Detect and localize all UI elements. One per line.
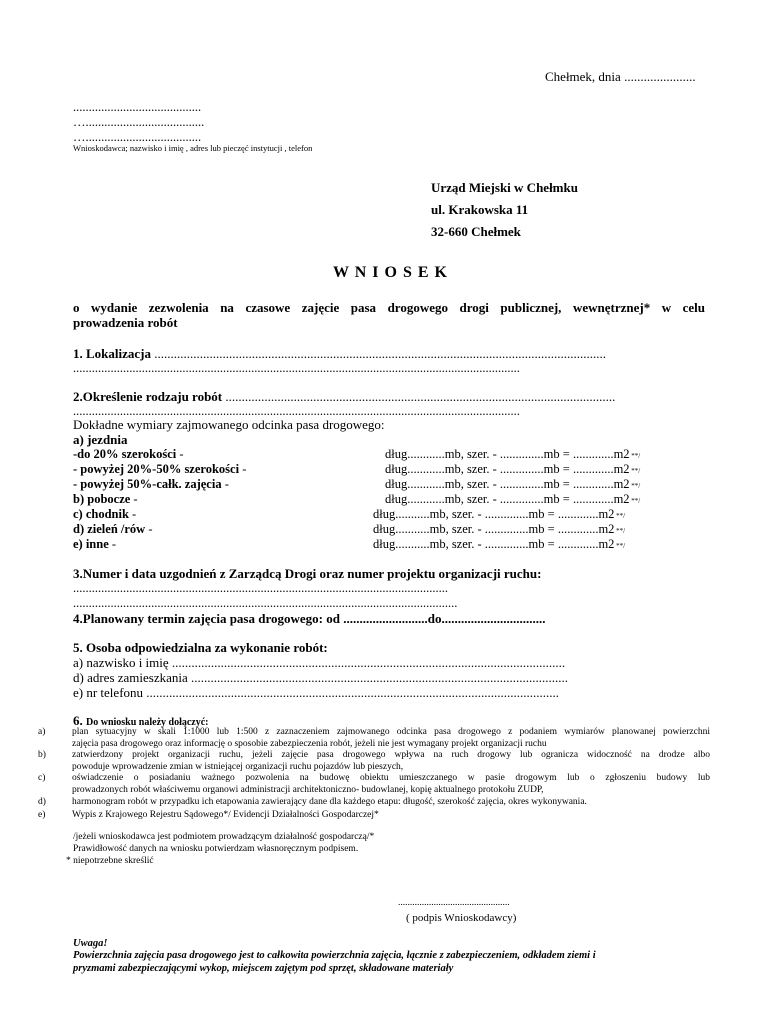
attachment-e: e) Wypis z Krajowego Rejestru Sądowego*/ Evidencji Działalności Gospodarczej* <box>38 810 379 820</box>
section-6-number: 6. <box>73 713 86 728</box>
dim-row-3-label: - powyżej 50%-całk. zajęcia <box>73 477 225 491</box>
dim-row-7-label: e) inne <box>73 537 112 551</box>
dim-row-6-dash: - <box>148 522 153 536</box>
dim-row-7-value: dług...........mb, szer. - ..............mb = .............m2 **/ <box>373 537 626 551</box>
applicant-line-3: …..................................... <box>73 130 202 144</box>
warning-line-1: Powierzchnia zajęcia pasa drogowego jest to całkowita powierzchnia zajęcia, łącznie z zabezpieczeniem, odkładem ziemi i <box>73 950 596 961</box>
section-6-label: Do wniosku należy dołączyć: <box>86 717 209 728</box>
dim-row-1 <box>73 447 184 462</box>
dim-row-5-value: dług...........mb, szer. - ..............mb = .............m2 **/ <box>373 507 626 521</box>
dim-row-2 <box>73 462 246 477</box>
recipient-line-1: Urząd Miejski w Chełmku <box>431 180 578 195</box>
applicant-line-2: …...................................... <box>73 115 205 129</box>
dim-row-6-label: d) zieleń /rów <box>73 522 149 536</box>
section-1-label: 1. Lokalizacja <box>73 346 155 361</box>
dim-row-4-dash: - <box>133 492 138 506</box>
dim-row-5-label: c) chodnik <box>73 507 133 521</box>
document-title: W N I O S E K <box>333 264 448 281</box>
person-phone-line: e) nr telefonu ............................................................................................................................... <box>73 685 560 700</box>
dim-row-3-dash: - <box>224 477 229 491</box>
section-5-label: 5. Osoba odpowiedzialna za wykonanie robót: <box>73 640 328 655</box>
attachment-b: b) zatwierdzony projekt organizacji ruchu, jeżeli zajęcie pasa drogowego wpływa na ruch drogowy lub ogranicza widoczność na drodze albo powoduje wprowadzenie zmian w istniejącej organizacji ruchu pojazdów lub pieszych, <box>38 750 710 772</box>
dim-row-2-value: dług............mb, szer. - ..............mb = .............m2 **/ <box>385 462 641 476</box>
note-line-1: /jeżeli wnioskodawca jest podmiotem prowadzącym działalność gospodarczą/* <box>73 832 375 842</box>
section-2-dots-2: ............................................................................................................................................... <box>73 404 520 418</box>
section-1-dots: ........................................................................................................................................... <box>154 346 606 361</box>
recipient-line-3: 32-660 Chełmek <box>431 224 521 239</box>
subtitle-line-1: o wydanie zezwolenia na czasowe zajęcie pasa drogowego drogi publicznej, wewnętrznej* w celu <box>73 300 705 315</box>
warning-line-2: pryzmami zabezpieczającymi wykop, miejscem zajętym pod sprzęt, składowane materiały <box>73 963 454 974</box>
dim-row-7 <box>73 537 116 552</box>
attachment-a: a) plan sytuacyjny w skali 1:1000 lub 1:500 z zaznaczeniem zajmowanego odcinka pasa drogowego z podaniem wymiarów planowanej powierzchni zajęcia pasa drogowego oraz informację o sposobie zabezpieczenia robót, jeżeli nie jest wymagany projekt organizacji ruchu <box>38 727 710 749</box>
note-line-3: * niepotrzebne skreślić <box>66 856 154 866</box>
dim-row-2-dash: - <box>242 462 247 476</box>
dim-row-4-value: dług............mb, szer. - ..............mb = .............m2 **/ <box>385 492 641 506</box>
section-3-label: 3.Numer i data uzgodnień z Zarządcą Drogi oraz numer projektu organizacji ruchu: <box>73 566 542 581</box>
section-1-dots-2: ............................................................................................................................................... <box>73 361 520 375</box>
section-3-dots-1: ........................................................................................................................ <box>73 581 448 595</box>
warning-heading: Uwaga! <box>73 938 108 949</box>
section-4-label: 4.Planowany termin zajęcia pasa drogowego: od ..........................do................................ <box>73 611 546 626</box>
dim-row-7-dash: - <box>111 537 117 551</box>
dim-row-3-value: dług............mb, szer. - ..............mb = .............m2 **/ <box>385 477 641 491</box>
subtitle-line-2: prowadzenia robót <box>73 315 178 330</box>
section-3-dots-2: ........................................................................................................................... <box>73 596 458 610</box>
section-2-dots: ........................................................................................................................ <box>225 389 616 404</box>
dim-row-3 <box>73 477 229 492</box>
dim-row-1-dash: - <box>179 447 184 461</box>
applicant-caption: Wnioskodawca; nazwisko i imię , adres lub pieczęć instytucji , telefon <box>73 143 313 153</box>
dim-row-5-dash: - <box>132 507 137 521</box>
section-1 <box>73 346 606 362</box>
dim-row-6 <box>73 522 153 537</box>
dim-row-1-label: -do 20% szerokości <box>73 447 180 461</box>
person-name-line: a) nazwisko i imię ......................................................................................................................... <box>73 655 566 670</box>
group-jezdnia: a) jezdnia <box>73 432 128 447</box>
signature-dots: ............................................... <box>398 898 510 908</box>
recipient-line-2: ul. Krakowska 11 <box>431 202 529 217</box>
signature-caption: ( podpis Wnioskodawcy) <box>406 912 517 924</box>
dimensions-intro: Dokładne wymiary zajmowanego odcinka pasa drogowego: <box>73 417 385 432</box>
dim-row-4 <box>73 492 138 507</box>
dim-row-6-value: dług...........mb, szer. - ..............mb = .............m2 **/ <box>373 522 626 536</box>
section-2 <box>73 389 615 405</box>
attachment-d: d) harmonogram robót w przypadku ich etapowania zawierający dane dla każdego etapu: długość, szerokość zajęcia, okres wykonywania. <box>38 797 587 807</box>
dim-row-2-label: - powyżej 20%-50% szerokości <box>73 462 243 476</box>
section-2-label: 2.Określenie rodzaju robót <box>73 389 226 404</box>
note-line-2: Prawidłowość danych na wniosku potwierdzam własnoręcznym podpisem. <box>73 844 359 854</box>
applicant-line-1: ......................................... <box>73 100 202 114</box>
person-address-line: d) adres zamieszkania .................................................................................................................... <box>73 670 569 685</box>
place-date: Chełmek, dnia ...................... <box>545 69 696 84</box>
dim-row-1-value: dług............mb, szer. - ..............mb = .............m2 **/ <box>385 447 641 461</box>
dim-row-5 <box>73 507 136 522</box>
attachment-c: c) oświadczenie o posiadaniu ważnego pozwolenia na budowę obiektu umieszczanego w pasie drogowym lub o zgłoszeniu budowy lub prowadzonych robót właściwemu organowi administracji architektoniczno- budowlanej, kopię aktualnego protokołu ZUDP, <box>38 773 710 795</box>
dim-row-4-label: b) pobocze <box>73 492 134 506</box>
